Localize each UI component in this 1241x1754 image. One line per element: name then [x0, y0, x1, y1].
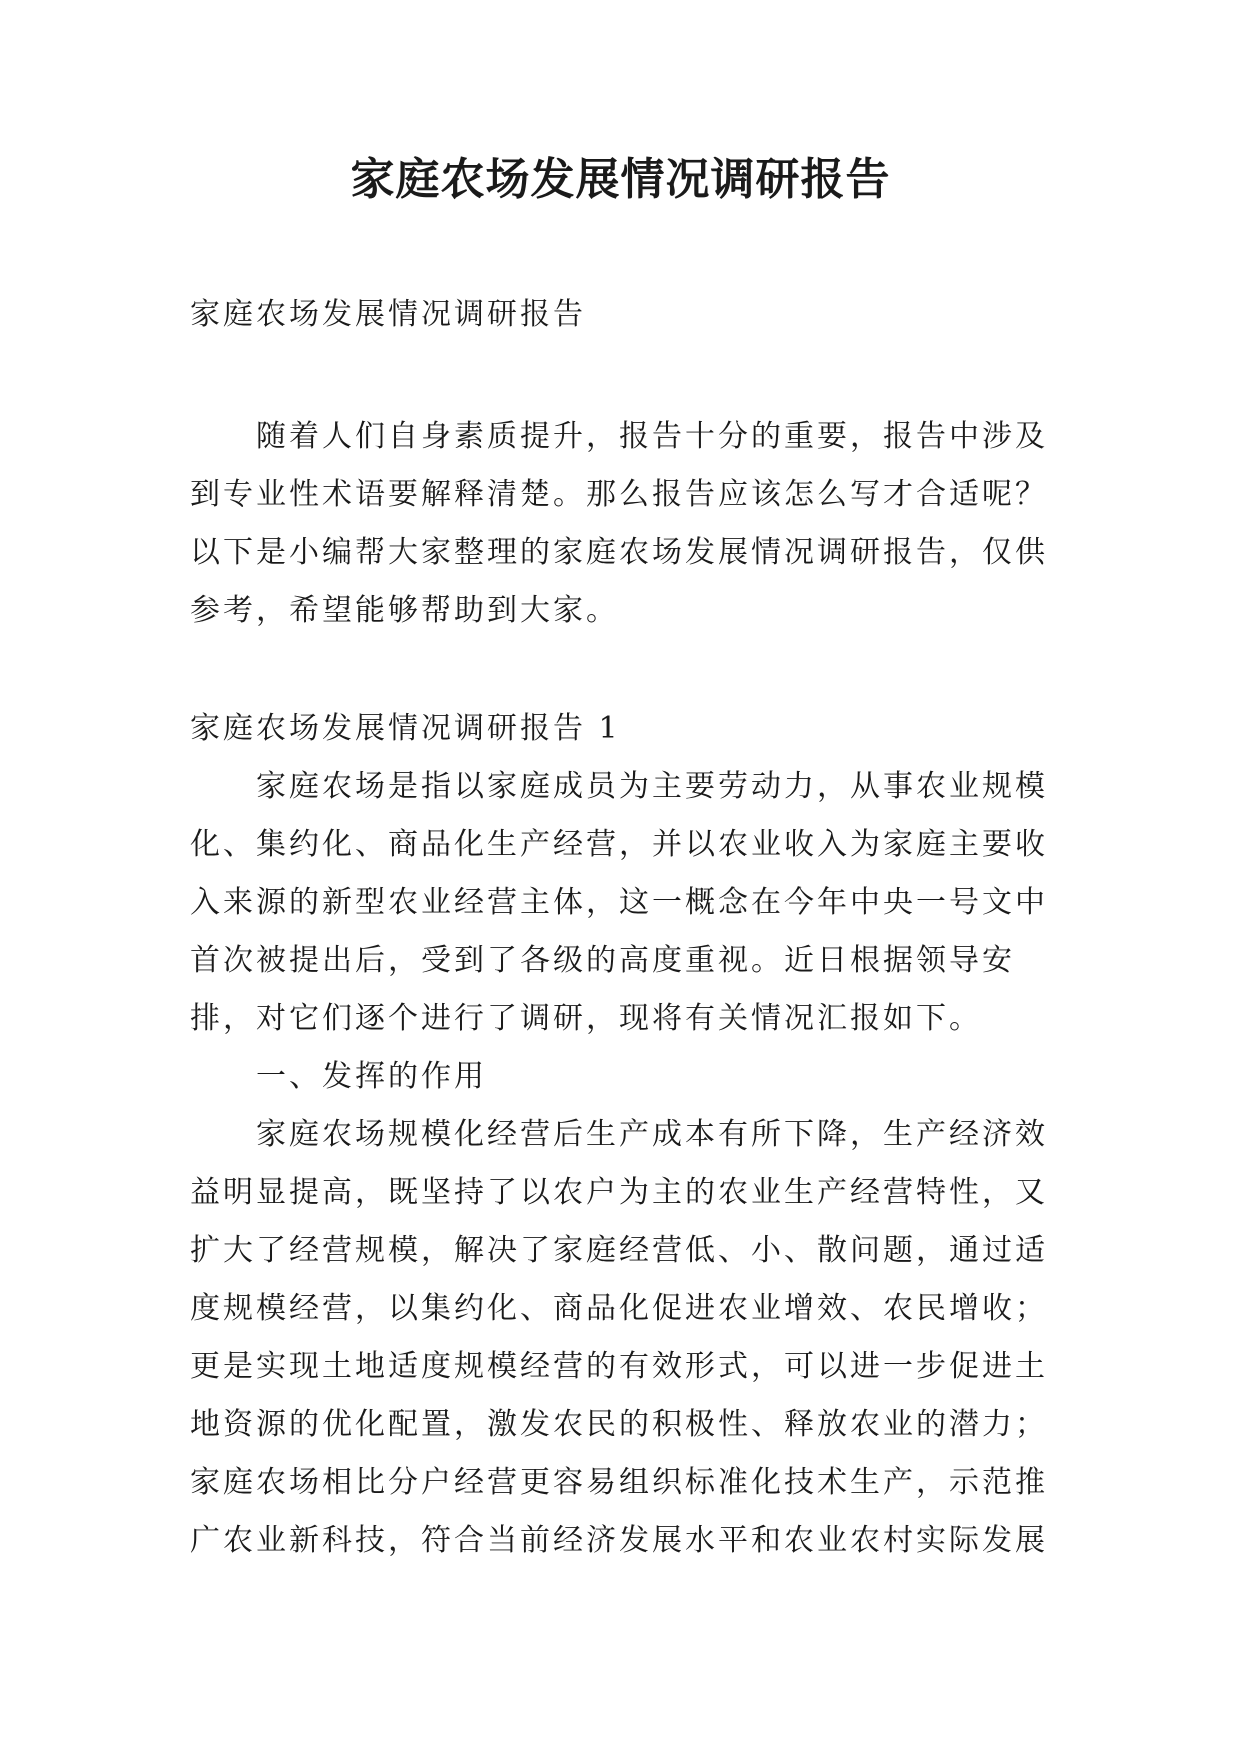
document-title: 家庭农场发展情况调研报告 — [350, 154, 891, 205]
section-paragraph-2: 家庭农场规模化经营后生产成本有所下降，生产经济效益明显提高，既坚持了以农户为主的农业生产经营特性，又扩大了经营规模，解决了家庭经营低、小、散问题，通过适度规模经营，以集约化、商品化促进农业增效、农民增收；更是实现土地适度规模经营的有效形式，可以进一步促进土地资源的优化配置，激发农民的积极性、释放农业的潜力；家庭农场相比分户经营更容易组织标准化技术生产，示范推广农业新科技，符合当前经济发展水平和农业农村实际发展 — [190, 1117, 1048, 1558]
section-paragraph-1: 家庭农场是指以家庭成员为主要劳动力，从事农业规模化、集约化、商品化生产经营，并以农业收入为家庭主要收入来源的新型农业经营主体，这一概念在今年中央一号文中首次被提出后，受到了各级的高度重视。近日根据领导安排，对它们逐个进行了调研，现将有关情况汇报如下。 — [190, 769, 1048, 1036]
document-subtitle: 家庭农场发展情况调研报告 — [190, 297, 586, 332]
section-heading: 家庭农场发展情况调研报告 1 — [190, 711, 621, 746]
report-section-1 — [190, 700, 1050, 1570]
section-subheading: 一、发挥的作用 — [256, 1059, 487, 1094]
intro-paragraph: 随着人们自身素质提升，报告十分的重要，报告中涉及到专业性术语要解释清楚。那么报告应该怎么写才合适呢？以下是小编帮大家整理的家庭农场发展情况调研报告，仅供参考，希望能够帮助到大家。 — [190, 419, 1048, 628]
